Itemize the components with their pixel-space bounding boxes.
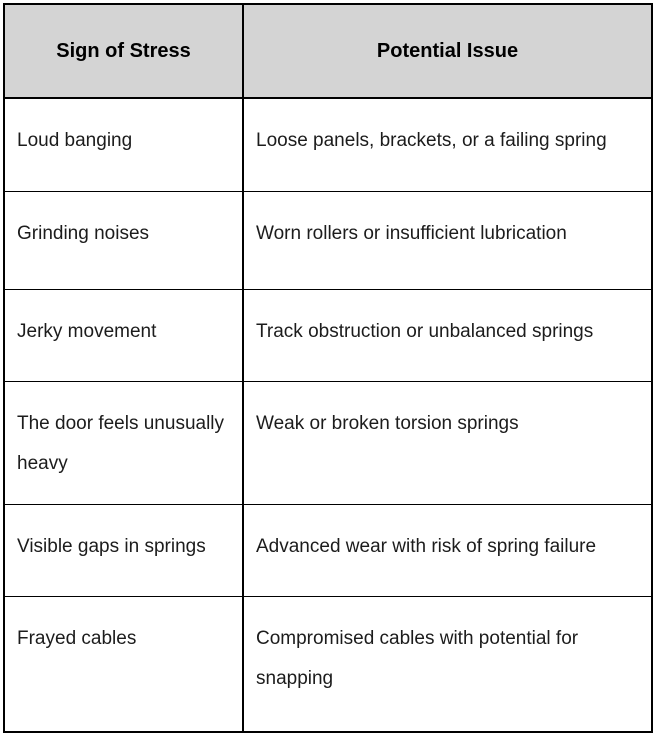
cell-sign: Frayed cables bbox=[4, 596, 243, 732]
cell-sign: The door feels unusually heavy bbox=[4, 381, 243, 504]
table-row bbox=[4, 381, 652, 504]
cell-issue: Track obstruction or unbalanced springs bbox=[243, 289, 652, 381]
cell-sign: Grinding noises bbox=[4, 191, 243, 289]
stress-signs-table bbox=[3, 3, 653, 733]
cell-issue: Advanced wear with risk of spring failure bbox=[243, 504, 652, 596]
table-row bbox=[4, 191, 652, 289]
cell-sign: Loud banging bbox=[4, 98, 243, 191]
cell-sign: Jerky movement bbox=[4, 289, 243, 381]
header-cell-sign-of-stress: Sign of Stress bbox=[4, 4, 243, 98]
cell-issue: Compromised cables with potential for snapping bbox=[243, 596, 652, 732]
table-row bbox=[4, 98, 652, 191]
cell-issue: Weak or broken torsion springs bbox=[243, 381, 652, 504]
cell-sign: Visible gaps in springs bbox=[4, 504, 243, 596]
cell-issue: Loose panels, brackets, or a failing spring bbox=[243, 98, 652, 191]
header-cell-potential-issue: Potential Issue bbox=[243, 4, 652, 98]
table-row bbox=[4, 596, 652, 732]
cell-issue: Worn rollers or insufficient lubrication bbox=[243, 191, 652, 289]
table-row bbox=[4, 504, 652, 596]
table-row bbox=[4, 289, 652, 381]
table-header-row bbox=[4, 4, 652, 98]
